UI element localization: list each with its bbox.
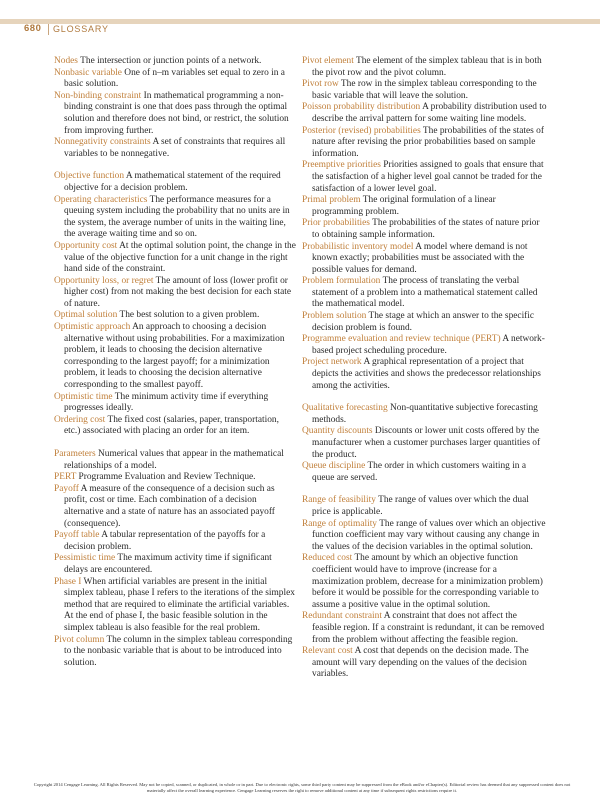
glossary-entry: [54, 171, 296, 194]
glossary-definition: The column in the simplex tableau corresponding to the nonbasic variable that is about to be introduced into solution.: [64, 634, 293, 668]
glossary-definition: The process of translating the verbal statement of a problem into a mathematical statement called the mathematical model.: [312, 276, 538, 310]
glossary-definition: Discounts or lower unit costs offered by the manufacturer when a customer purchases larger quantities of the product.: [312, 426, 541, 460]
glossary-right-column: [302, 56, 548, 681]
glossary-definition: When artificial variables are present in the initial simplex tableau, phase I refers to the iterations of the simplex method that are required to eliminate the artificial variables. At the end of phase I, the basic feasible solution in the simplex tableau is also feasible for the real problem.: [64, 576, 295, 633]
glossary-entry: [54, 484, 296, 530]
glossary-entry: [302, 195, 548, 218]
glossary-entry: [302, 611, 548, 646]
glossary-entry: [302, 311, 548, 334]
glossary-entry: [302, 276, 548, 311]
glossary-term: Optimal solution: [54, 310, 118, 321]
glossary-entry: [54, 577, 296, 635]
glossary-entry: [302, 426, 548, 461]
glossary-entry: [54, 137, 296, 160]
glossary-entry: [302, 334, 548, 357]
glossary-definition: The stage at which an answer to the specific decision problem is found.: [312, 311, 535, 333]
glossary-entry: [302, 56, 548, 79]
glossary-entry: [54, 276, 296, 311]
glossary-definition: A network-based project scheduling procedure.: [312, 334, 545, 356]
glossary-entry: [302, 403, 548, 426]
glossary-term: Poisson probability distribution: [302, 102, 421, 113]
glossary-definition: The element of the simplex tableau that is in both the pivot row and the pivot column.: [312, 56, 542, 78]
glossary-entry: [302, 495, 548, 518]
glossary-definition: The range of values over which an objective function coefficient may vary without causing any change in the values of the decision variables in the optimal solution.: [312, 518, 546, 552]
glossary-term: Redundant constraint: [302, 611, 382, 622]
glossary-term: Programme evaluation and review technique (PERT): [302, 334, 501, 345]
glossary-term: Pivot row: [302, 79, 339, 90]
glossary-term: Objective function: [54, 171, 125, 182]
glossary-definition: An approach to choosing a decision alternative without using probabilities. For a maximization problem, it leads to choosing the decision alternative corresponding to the largest payoff; for a minimization problem, it leads to choosing the decision alternative corresponding to the smallest payoff.: [64, 322, 285, 391]
glossary-term: Nodes: [54, 56, 78, 66]
glossary-term: Pivot element: [302, 56, 354, 66]
glossary-definition: The order in which customers waiting in a queue are served.: [312, 461, 527, 483]
glossary-entry: [54, 635, 296, 670]
glossary-entry: [302, 126, 548, 161]
glossary-definition: A constraint that does not affect the feasible region. If a constraint is redundant, it can be removed from the problem without affecting the feasible region.: [312, 611, 545, 645]
glossary-definition: The probabilities of the states of nature after revising the prior probabilities based on sample information.: [312, 125, 544, 159]
glossary-definition: A graphical representation of a project that depicts the activities and shows the predecessor relationships among the activities.: [312, 357, 541, 391]
glossary-term: Queue discipline: [302, 461, 366, 472]
header-divider: [48, 24, 49, 35]
glossary-definition: A measure of the consequence of a decision such as profit, cost or time. Each combination of a decision alternative and a state of nature has an associated payoff (consequence).: [64, 483, 275, 529]
glossary-definition: Priorities assigned to goals that ensure that the satisfaction of a higher level goal cannot be traded for the satisfaction of a lower level goal.: [312, 160, 544, 194]
glossary-term: Probabilistic inventory model: [302, 241, 414, 252]
page-header: [0, 0, 600, 42]
glossary-definition: In mathematical programming a non-binding constraint is one that does pass through the optimal solution and therefore does not bind, or restrict, the solution from improving further.: [64, 90, 289, 136]
glossary-definition: The fixed cost (salaries, paper, transportation, etc.) associated with placing an order for an item.: [64, 414, 279, 437]
glossary-term: Payoff table: [54, 530, 100, 541]
glossary-definition: The minimum activity time if everything progresses ideally.: [64, 391, 269, 414]
glossary-definition: The intersection or junction points of a network.: [80, 56, 262, 66]
glossary-entry: [54, 310, 296, 322]
glossary-term: Optimistic approach: [54, 322, 131, 333]
glossary-entry: [54, 91, 296, 137]
glossary-definition: A mathematical statement of the required objective for a decision problem.: [64, 171, 281, 193]
glossary-term: Opportunity loss, or regret: [54, 275, 154, 286]
glossary-term: Reduced cost: [302, 553, 353, 564]
glossary-definition: A set of constraints that requires all variables to be nonnegative.: [64, 137, 286, 159]
glossary-term: Nonnegativity constraints: [54, 137, 151, 148]
glossary-entry: [302, 218, 548, 241]
glossary-definition: A cost that depends on the decision made. The amount will vary depending on the values of the decision variables.: [312, 646, 529, 680]
glossary-term: Preemptive priorities: [302, 160, 381, 171]
glossary-entry: [302, 461, 548, 484]
glossary-entry: [302, 519, 548, 554]
glossary-entry: [302, 160, 548, 195]
glossary-definition: The amount of loss (lower profit or higher cost) from not making the best decision for each state of nature.: [64, 275, 292, 309]
glossary-term: Opportunity cost: [54, 240, 118, 251]
glossary-term: Relevant cost: [302, 646, 353, 657]
glossary-definition: One of n–m variables set equal to zero in a basic solution.: [64, 67, 285, 90]
glossary-term: Primal problem: [302, 195, 361, 206]
glossary-term: Range of optimality: [302, 518, 377, 529]
glossary-entry: [54, 415, 296, 438]
glossary-term: Phase I: [54, 576, 82, 587]
glossary-term: Project network: [302, 357, 362, 368]
glossary-term: Range of feasibility: [302, 495, 376, 506]
glossary-definition: Non-quantitative subjective forecasting methods.: [312, 403, 538, 425]
glossary-entry: [302, 646, 548, 681]
glossary-entry: [302, 79, 548, 102]
glossary-term: Payoff: [54, 483, 79, 494]
glossary-definition: At the optimal solution point, the change in the value of the objective function for a unit change in the right hand side of the constraint.: [64, 240, 296, 275]
glossary-definition: The amount by which an objective function coefficient would have to improve (increase for a maximization problem, decrease for a minimization problem) before it would be possible for the corresponding variable to assume a positive value in the optimal solution.: [312, 553, 543, 610]
glossary-term: Prior probabilities: [302, 218, 370, 229]
glossary-term: Pessimistic time: [54, 553, 116, 564]
glossary-term: PERT: [54, 472, 77, 483]
page-number: 680: [24, 23, 42, 34]
section-title: GLOSSARY: [53, 24, 109, 34]
glossary-term: Ordering cost: [54, 414, 106, 425]
glossary-definition: The maximum activity time if significant delays are encountered.: [64, 553, 272, 575]
copyright-footer: Copyright 2014 Cengage Learning. All Rights Reserved. May not be copied, scanned, or duplicated, in whole or in part. Due to electronic rights, some third party content may be suppressed from the eBook and/or eChapter(s). Editorial review has deemed that any suppressed content does not materially affect the overall learning experience. Cengage Learning reserves the right to remove additional content at any time if subsequent rights restrictions require it.: [33, 782, 571, 794]
glossary-entry: [302, 102, 548, 125]
glossary-definition: The probabilities of the states of nature prior to obtaining sample information.: [312, 218, 540, 240]
glossary-definition: The range of values over which the dual price is applicable.: [312, 495, 529, 517]
glossary-entry: [54, 553, 296, 576]
glossary-term: Non-binding constraint: [54, 90, 142, 101]
glossary-definition: A tabular representation of the payoffs for a decision problem.: [64, 530, 266, 552]
glossary-entry: [302, 357, 548, 392]
glossary-definition: The performance measures for a queuing system including the probability that no units are in the system, the average number of units in the waiting line, the average waiting time and so on.: [64, 194, 290, 240]
glossary-definition: A probability distribution used to describe the arrival pattern for some waiting line models.: [312, 102, 547, 124]
glossary-definition: The row in the simplex tableau corresponding to the basic variable that will leave the solution.: [312, 79, 537, 101]
glossary-definition: The best solution to a given problem.: [119, 310, 260, 321]
glossary-entry: [302, 553, 548, 611]
glossary-term: Optimistic time: [54, 391, 113, 402]
glossary-definition: A model where demand is not known exactly; probabilities must be associated with the possible values for demand.: [312, 241, 528, 275]
glossary-entry: [54, 392, 296, 415]
glossary-left-column: [54, 56, 296, 669]
glossary-entry: [54, 449, 296, 472]
glossary-entry: [302, 242, 548, 277]
glossary-entry: [54, 195, 296, 241]
glossary-definition: The original formulation of a linear programming problem.: [312, 195, 496, 217]
glossary-term: Operating characteristics: [54, 194, 148, 205]
glossary-term: Parameters: [54, 449, 96, 459]
glossary-term: Problem solution: [302, 311, 367, 322]
glossary-entry: [54, 472, 296, 484]
glossary-entry: [54, 530, 296, 553]
glossary-term: Qualitative forecasting: [302, 403, 388, 414]
glossary-entry: [54, 322, 296, 392]
glossary-definition: Programme Evaluation and Review Technique.: [78, 472, 256, 483]
glossary-term: Posterior (revised) probabilities: [302, 125, 421, 136]
glossary-term: Pivot column: [54, 634, 105, 645]
glossary-entry: [54, 241, 296, 276]
glossary-term: Nonbasic variable: [54, 67, 122, 78]
glossary-entry: [54, 56, 296, 68]
glossary-term: Quantity discounts: [302, 426, 373, 437]
glossary-entry: [54, 68, 296, 91]
glossary-definition: Numerical values that appear in the mathematical relationships of a model.: [64, 449, 284, 471]
glossary-term: Problem formulation: [302, 276, 381, 287]
